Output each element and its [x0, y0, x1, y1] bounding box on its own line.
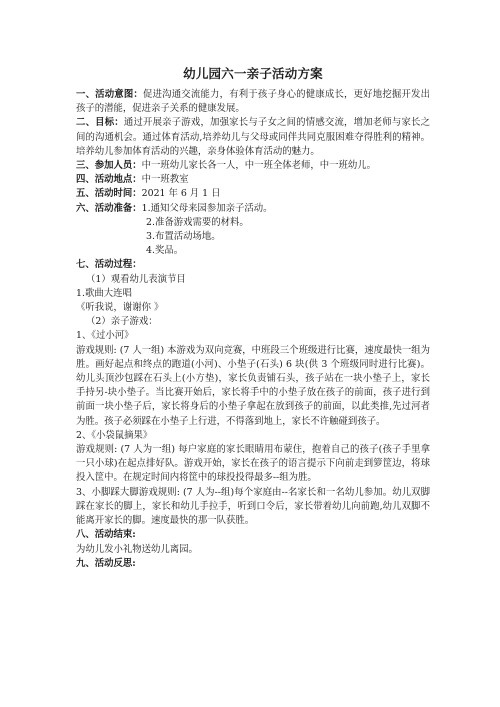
process-song: 1.歌曲大连唱: [76, 287, 132, 299]
game1-title: 1、《过小河》: [76, 330, 134, 342]
process-part2: （2）亲子游戏：: [86, 316, 158, 328]
prep-item-2: 2.准备游戏需要的材料。: [146, 216, 249, 228]
section-intent-label: 一、活动意图：: [76, 89, 144, 100]
section-goal-label: 二、目标：: [76, 117, 124, 129]
section-reflection-label: 九、活动反思:: [76, 557, 136, 569]
section-prep-label: 六、活动准备：: [76, 202, 142, 214]
game2-text: 游戏规则: (7 人为一组) 每户家庭的家长眼睛用布蒙住，抱着自己的孩子(孩子手里拿一只小球)在起点排好队。游戏开始，家长在孩子的语言提示下向前走到箩筐边，将球投入筐中。在规定时间内将筐中的球投投得最多--组为胜。: [76, 444, 430, 484]
process-song-name: 《听我说，谢谢你 》: [76, 302, 164, 314]
section-location: [76, 173, 430, 187]
section-participants-text: 中一班幼儿家长各一人，中一班全体老师，中一班幼儿。: [141, 160, 377, 172]
game1-text: 游戏规则: (7 人一组) 本游戏为双向竞赛，中班段三个班级进行比赛，速度最快一组为胜。画好起点和终点的跑道(小河)、小垫子(石头) 6 块(供 3 个班级同时进行比赛)。幼儿头顶沙包踩在石头上(小方垫)，家长负责铺石头，孩子站在一块小垫子上，家长手持另-块小垫子。当比赛开始后，家长将手中的小垫子放在孩子的前面，孩子进行到前面一块小垫子后，家长将身后的小垫子拿起在放到孩子的前面，以此类推,先过河者为胜。孩子必须踩在小垫子上行进，不得落到地上，家长不许触碰到孩子。: [76, 344, 430, 427]
process-part1: （1）观看幼儿表演节目: [86, 273, 186, 285]
section-time-label: 五、活动时间：: [76, 188, 142, 200]
section-goal-text: 通过开展亲子游戏，加强家长与子女之间的情感交流，增加老师与家长之间的沟通机会。通过体育活动,培养幼儿与父母或同伴共同克服困难夺得胜利的精神。培养幼儿参加体育活动的兴趣，亲身体验体育活动的魅力。: [76, 117, 430, 157]
section-time: [76, 187, 430, 201]
section-participants-label: 三、参加人员：: [76, 160, 142, 172]
section-location-label: 四、活动地点：: [76, 174, 142, 186]
game2-title: 2、《小袋鼠摘果》: [76, 429, 153, 441]
prep-item-3: 3.布置活动场地。: [146, 231, 221, 243]
game3-text: 3、小脚踩大脚游戏规则: (7 人为--组)每个家庭由--名家长和一名幼儿参加。幼儿双脚踩在家长的脚上，家长和幼儿手拉手，听到口令后，家长带着幼儿向前跑,幼儿双脚不能离开家长的脚。速度最快的那一队获胜。: [76, 486, 430, 527]
section-end-text: 为幼儿发小礼物送幼儿离园。: [76, 543, 198, 555]
section-goal: [76, 116, 430, 159]
section-intent-text: 促进沟通交流能力，有利于孩子身心的健康成长，更好地挖掘开发出孩子的潜能，促进亲子关系的健康发展。: [76, 89, 430, 115]
prep-item-4: 4.奖品。: [146, 245, 184, 257]
section-process-label: 七、活动过程：: [76, 259, 142, 271]
section-location-text: 中一班教室: [141, 174, 189, 186]
section-participants: [76, 159, 430, 173]
section-time-text: 2021 年 6 月 1 日: [141, 188, 221, 200]
section-prep: [76, 202, 430, 216]
section-end-label: 八、活动结束:: [76, 529, 136, 541]
section-intent: [76, 88, 430, 116]
prep-item-1: 1.通知父母来园参加亲子活动。: [141, 202, 273, 214]
document-title: 幼儿园六一亲子活动方案: [183, 66, 323, 81]
